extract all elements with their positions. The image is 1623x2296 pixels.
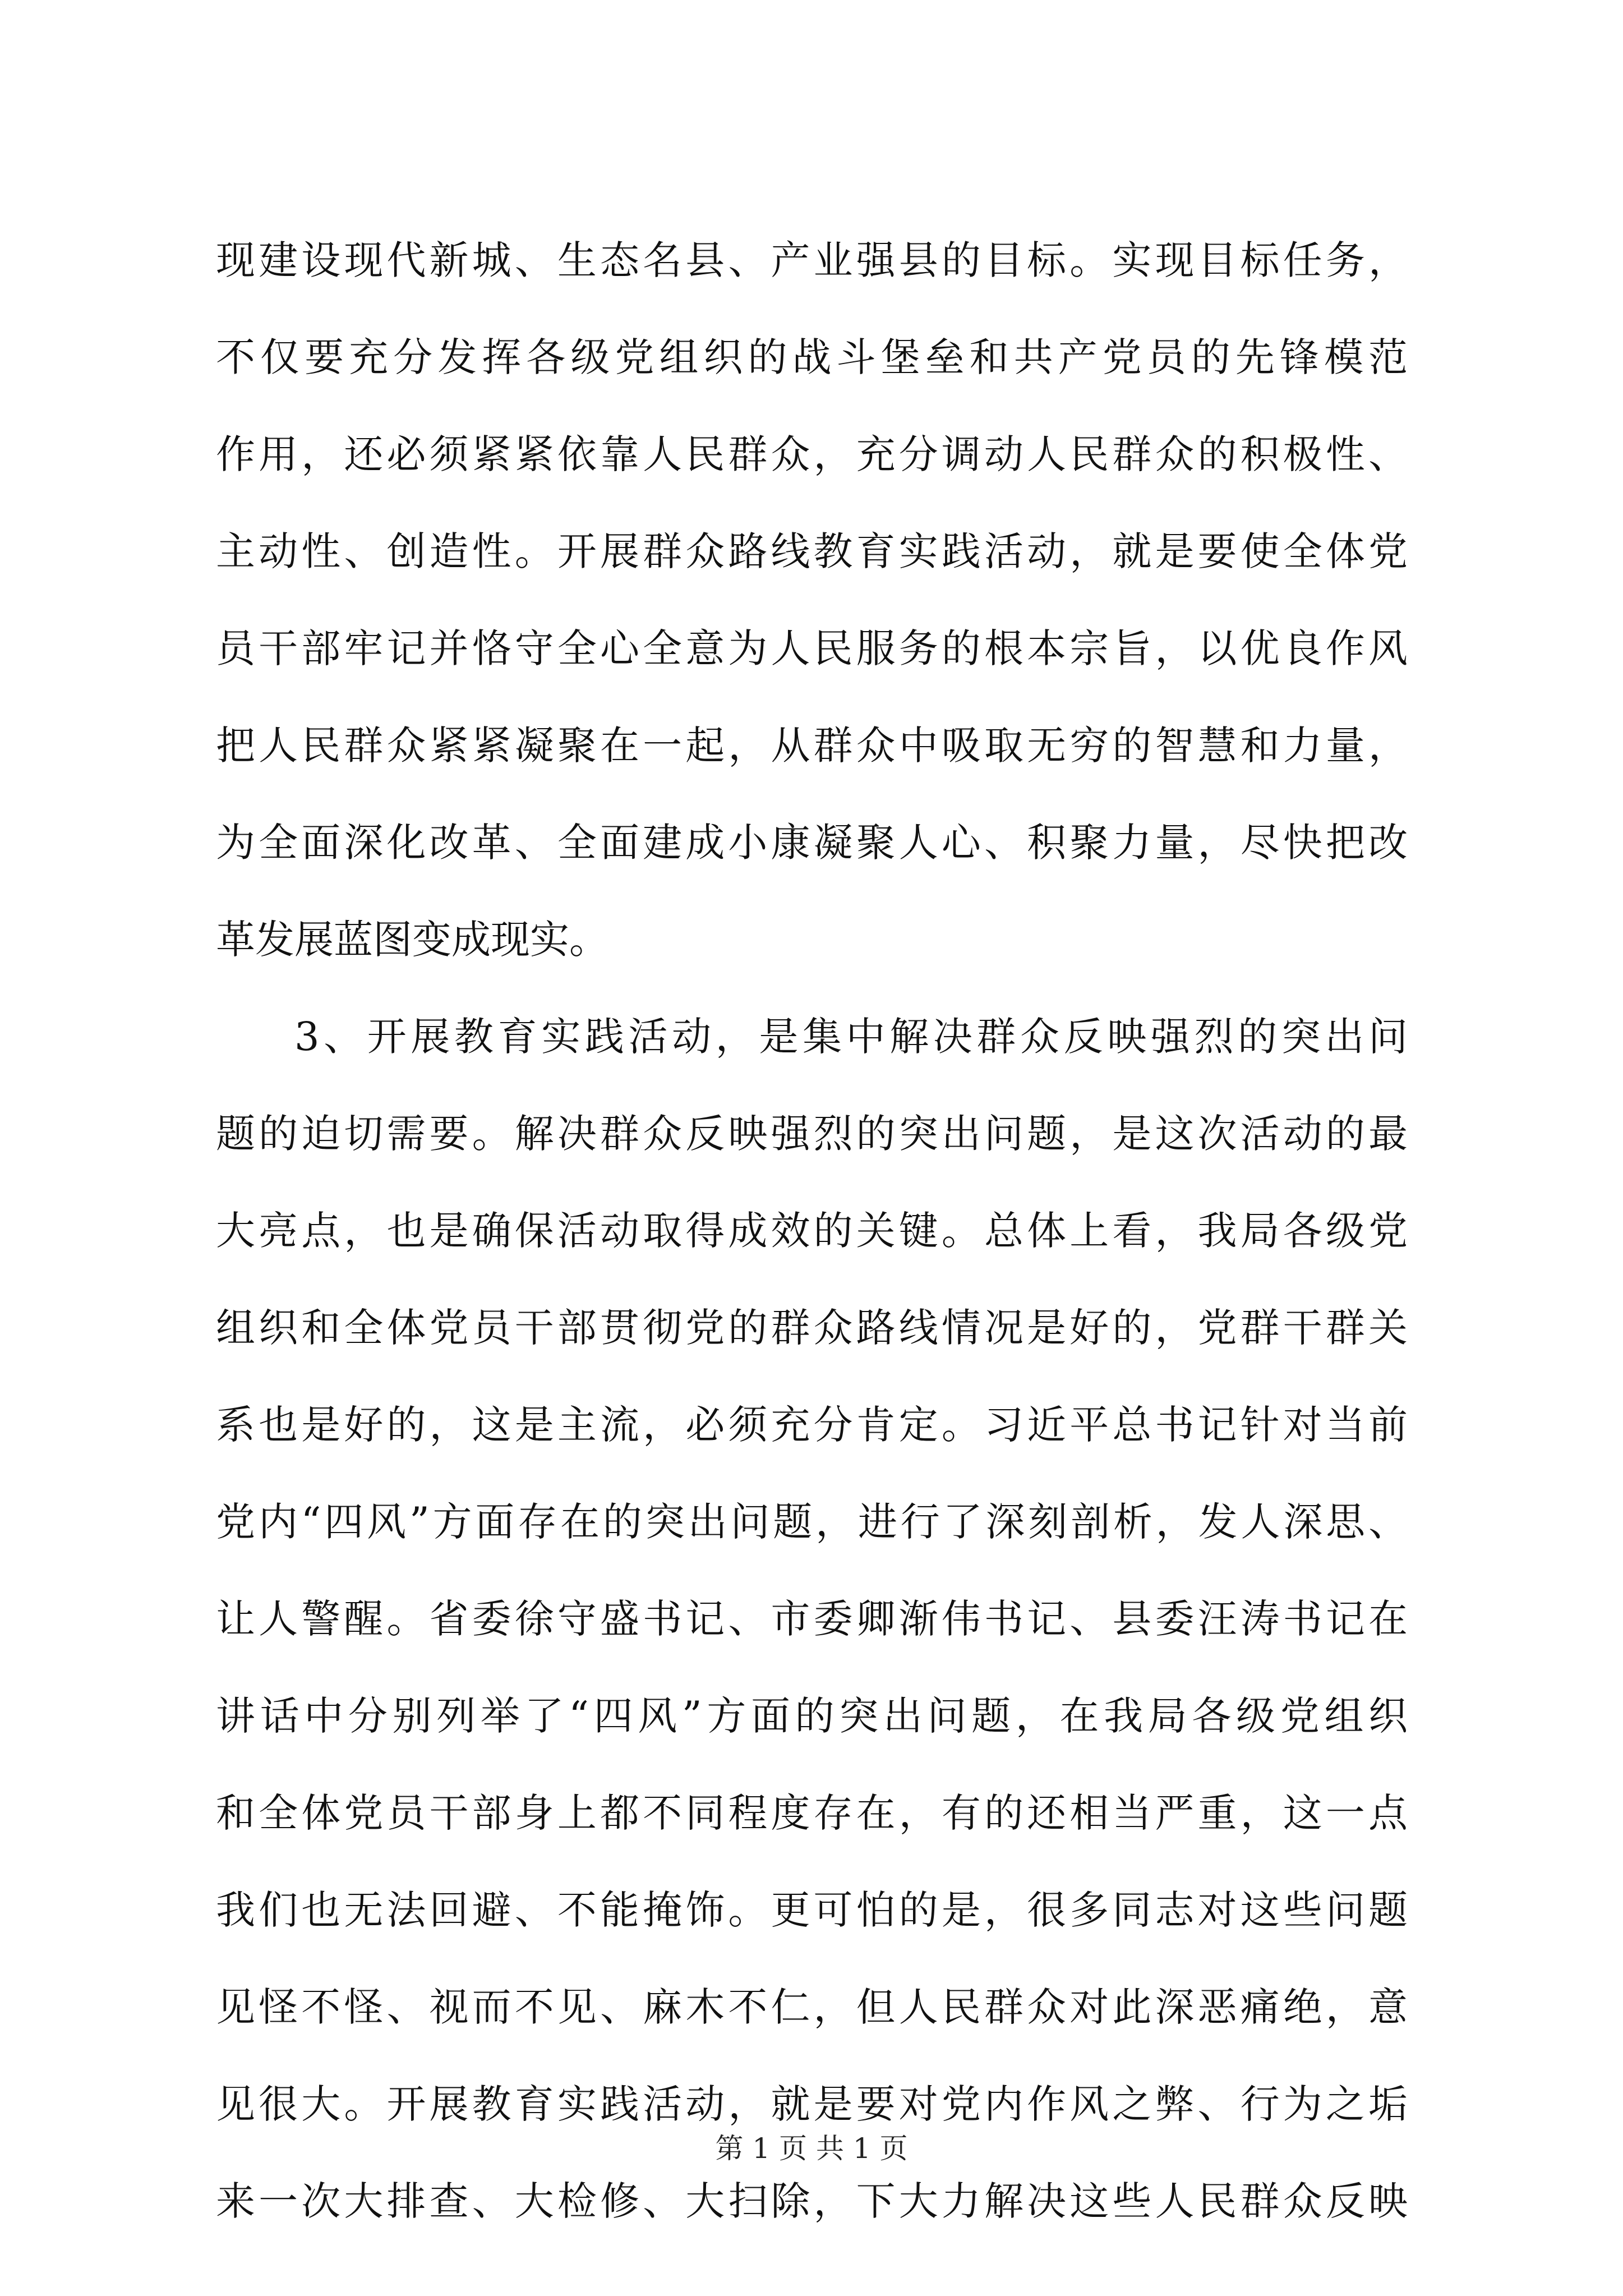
- text-line: 现建设现代新城、生态名县、产业强县的目标。实现目标任务，: [216, 237, 1408, 283]
- text-line: 革发展蓝图变成现实。: [216, 917, 608, 963]
- text-line: 来一次大排查、大检修、大扫除，下大力解决这些人民群众反映: [216, 2178, 1408, 2224]
- document-body: [216, 212, 1408, 2250]
- text-line: 不仅要充分发挥各级党组织的战斗堡垒和共产党员的先锋模范: [216, 334, 1408, 380]
- text-line: 党内“四风”方面存在的突出问题，进行了深刻剖析，发人深思、: [216, 1499, 1408, 1545]
- text-line: 主动性、创造性。开展群众路线教育实践活动，就是要使全体党: [216, 528, 1408, 574]
- text-line: 见怪不怪、视而不见、麻木不仁，但人民群众对此深恶痛绝，意: [216, 1984, 1408, 2030]
- text-line: 让人警醒。省委徐守盛书记、市委卿渐伟书记、县委汪涛书记在: [216, 1596, 1408, 1642]
- paragraph-start-line: 3、开展教育实践活动，是集中解决群众反映强烈的突出问: [294, 1014, 1408, 1060]
- text-line: 员干部牢记并恪守全心全意为人民服务的根本宗旨，以优良作风: [216, 625, 1408, 671]
- text-line: 我们也无法回避、不能掩饰。更可怕的是，很多同志对这些问题: [216, 1887, 1408, 1933]
- text-line: 系也是好的，这是主流，必须充分肯定。习近平总书记针对当前: [216, 1402, 1408, 1448]
- text-line: 把人民群众紧紧凝聚在一起，从群众中吸取无穷的智慧和力量，: [216, 723, 1408, 769]
- text-line: 和全体党员干部身上都不同程度存在，有的还相当严重，这一点: [216, 1790, 1408, 1836]
- text-line: 作用，还必须紧紧依靠人民群众，充分调动人民群众的积极性、: [216, 431, 1408, 477]
- text-line: 讲话中分别列举了“四风”方面的突出问题，在我局各级党组织: [216, 1693, 1408, 1739]
- text-line: 题的迫切需要。解决群众反映强烈的突出问题，是这次活动的最: [216, 1111, 1408, 1157]
- text-line: 见很大。开展教育实践活动，就是要对党内作风之弊、行为之垢: [216, 2081, 1408, 2127]
- text-line: 大亮点，也是确保活动取得成效的关键。总体上看，我局各级党: [216, 1208, 1408, 1254]
- text-line: 为全面深化改革、全面建成小康凝聚人心、积聚力量，尽快把改: [216, 820, 1408, 866]
- text-line: 组织和全体党员干部贯彻党的群众路线情况是好的，党群干群关: [216, 1305, 1408, 1351]
- page-footer: 第 1 页 共 1 页: [715, 2132, 908, 2165]
